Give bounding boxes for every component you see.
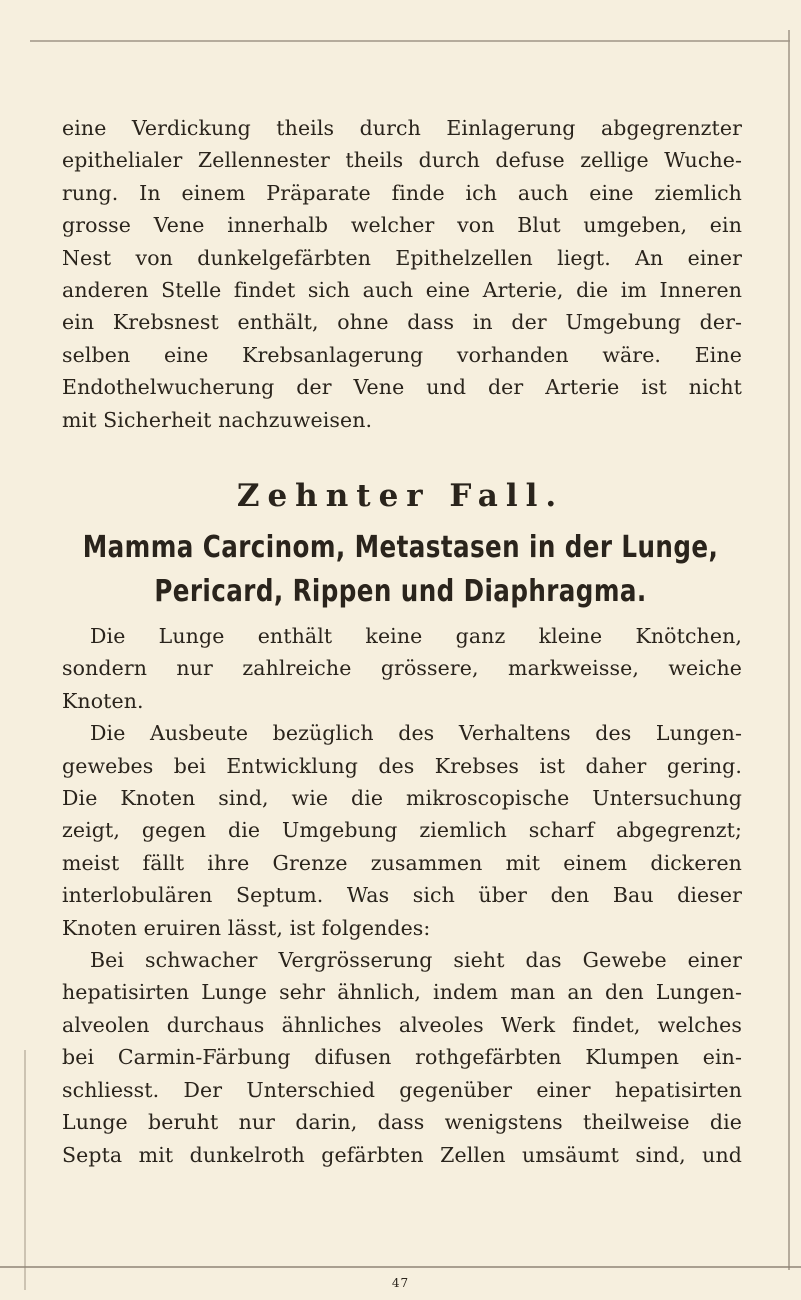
text-line: Die Ausbeute bezüglich des Verhaltens des Lungen-	[90, 721, 742, 746]
page-edge-bottom	[0, 1266, 801, 1268]
text-line: mit Sicherheit nachzuweisen.	[62, 407, 373, 432]
text-line: Lunge beruht nur darin, dass wenigstens theilweise die	[62, 1110, 742, 1135]
text-line: Die Knoten sind, wie die mikroscopische Untersuchung	[62, 786, 742, 811]
text-line: Nest von dunkelgefärbten Epithelzellen liegt. An einer	[62, 245, 742, 270]
text-line: interlobulären Septum. Was sich über den Bau dieser	[62, 883, 742, 908]
text-line: zeigt, gegen die Umgebung ziemlich scharf abgegrenzt;	[62, 818, 742, 843]
text-line: rung. In einem Präparate finde ich auch eine ziemlich	[62, 180, 742, 205]
text-line: bei Carmin-Färbung difusen rothgefärbten Klumpen ein-	[62, 1045, 742, 1070]
paragraph-continued	[62, 112, 742, 436]
text-line: hepatisirten Lunge sehr ähnlich, indem man an den Lungen-	[62, 980, 742, 1005]
text-line: anderen Stelle findet sich auch eine Arterie, die im Inneren	[62, 278, 742, 303]
text-line: Septa mit dunkelroth gefärbten Zellen umsäumt sind, und	[62, 1142, 742, 1167]
text-line: meist fällt ihre Grenze zusammen mit einem dickeren	[62, 850, 742, 875]
chapter-subtitle-line2: Pericard, Rippen und Diaphragma.	[154, 574, 647, 609]
page-number: 47	[391, 1276, 410, 1290]
text-line: Die Lunge enthält keine ganz kleine Knötchen,	[90, 624, 742, 648]
page-edge-top	[30, 40, 790, 42]
page-edge-left	[24, 1050, 26, 1290]
text-line: epithelialer Zellennester theils durch defuse zellige Wuche-	[62, 148, 742, 173]
text-line: Endothelwucherung der Vene und der Arterie ist nicht	[62, 375, 742, 400]
text-line: alveolen durchaus ähnliches alveoles Werk findet, welches	[62, 1012, 742, 1037]
text-line: schliesst. Der Unterschied gegenüber einer hepatisirten	[62, 1077, 742, 1102]
page-edge-right	[788, 30, 790, 1270]
text-line: ein Krebsnest enthält, ohne dass in der Umgebung der-	[62, 310, 742, 335]
text-line: gewebes bei Entwicklung des Krebses ist daher gering.	[62, 753, 742, 778]
text-line: grosse Vene innerhalb welcher von Blut umgeben, ein	[62, 213, 742, 238]
text-line: Knoten.	[62, 688, 144, 713]
text-line: Knoten eruiren lässt, ist folgendes:	[62, 915, 431, 940]
text-line: Bei schwacher Vergrösserung sieht das Gewebe einer	[90, 948, 742, 973]
text-line: sondern nur zahlreiche grössere, markweisse, weiche	[62, 656, 742, 681]
paragraph-body	[62, 620, 742, 1171]
chapter-title: Zehnter Fall.	[236, 478, 565, 514]
text-line: selben eine Krebsanlagerung vorhanden wäre. Eine	[62, 342, 742, 367]
text-line: eine Verdickung theils durch Einlagerung abgegrenzter	[62, 116, 742, 140]
chapter-subtitle-line1: Mamma Carcinom, Metastasen in der Lunge,	[82, 530, 719, 565]
